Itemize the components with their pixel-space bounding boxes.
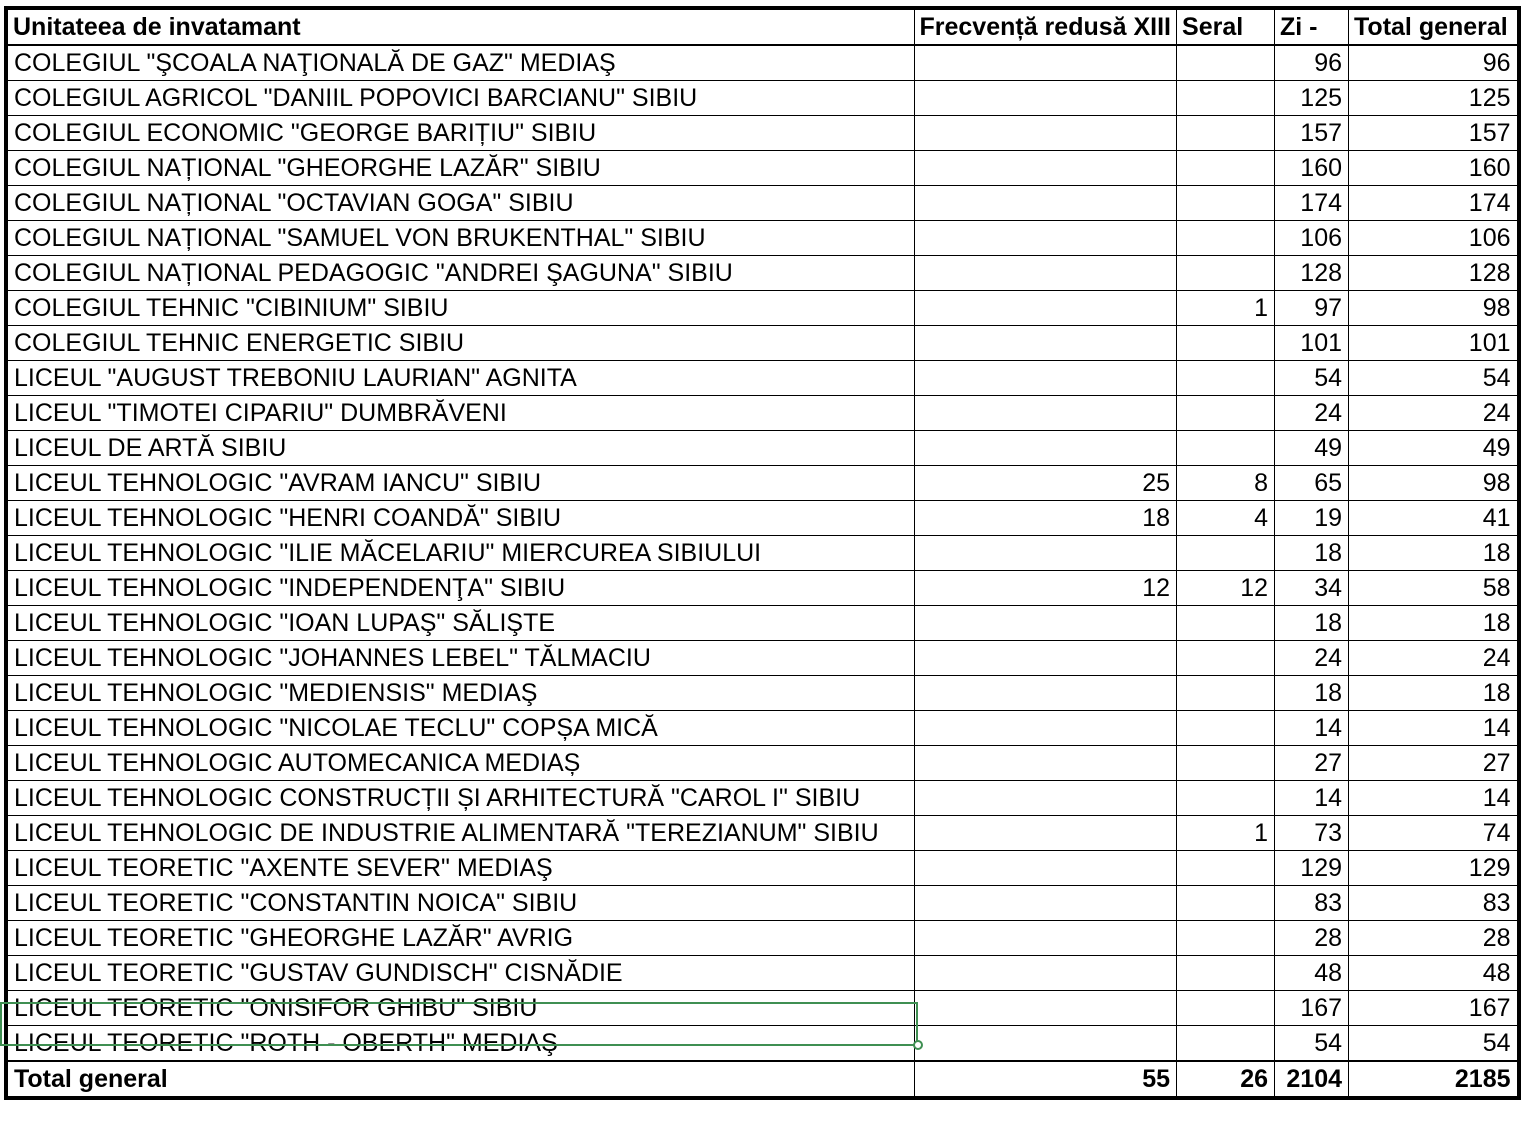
table-row [6,956,1519,991]
cell-frecventa-redusa[interactable] [914,641,1177,676]
cell-seral[interactable] [1177,326,1275,361]
cell-frecventa-redusa[interactable] [914,45,1177,81]
table-row [6,676,1519,711]
table-body [6,45,1519,1061]
cell-total-general[interactable]: 24 [1349,641,1519,676]
cell-frecventa-redusa[interactable]: 25 [914,466,1177,501]
cell-unit[interactable]: COLEGIUL NAȚIONAL PEDAGOGIC "ANDREI ŞAGUNA" SIBIU [6,256,914,291]
cell-zi[interactable]: 96 [1275,45,1349,81]
cell-seral[interactable] [1177,991,1275,1026]
cell-total-general[interactable]: 18 [1349,536,1519,571]
cell-total-general[interactable]: 58 [1349,571,1519,606]
cell-total-general[interactable]: 128 [1349,256,1519,291]
table-row [6,81,1519,116]
table-row [6,781,1519,816]
cell-zi[interactable]: 28 [1275,921,1349,956]
table-row [6,291,1519,326]
cell-zi[interactable]: 101 [1275,326,1349,361]
table-row [6,746,1519,781]
cell-seral[interactable]: 1 [1177,291,1275,326]
cell-total-general[interactable]: 54 [1349,1026,1519,1062]
cell-zi[interactable]: 18 [1275,676,1349,711]
cell-zi[interactable]: 65 [1275,466,1349,501]
cell-seral[interactable] [1177,1026,1275,1062]
cell-unit[interactable]: LICEUL TEHNOLOGIC "AVRAM IANCU" SIBIU [6,466,914,501]
cell-zi[interactable]: 83 [1275,886,1349,921]
cell-seral[interactable]: 12 [1177,571,1275,606]
cell-frecventa-redusa[interactable] [914,606,1177,641]
cell-zi[interactable]: 167 [1275,991,1349,1026]
cell-seral[interactable] [1177,886,1275,921]
table-row [6,326,1519,361]
cell-frecventa-redusa[interactable] [914,921,1177,956]
cell-zi[interactable]: 97 [1275,291,1349,326]
cell-seral[interactable]: 1 [1177,816,1275,851]
table-row [6,536,1519,571]
table-row [6,991,1519,1026]
cell-zi[interactable]: 18 [1275,536,1349,571]
header-frecventa-redusa[interactable]: Frecvență redusă XIII [914,8,1177,45]
table-row [6,711,1519,746]
table-row [6,641,1519,676]
cell-zi[interactable]: 34 [1275,571,1349,606]
cell-total-general[interactable]: 125 [1349,81,1519,116]
cell-unit[interactable]: LICEUL TEORETIC "CONSTANTIN NOICA" SIBIU [6,886,914,921]
grand-total-zi[interactable]: 2104 [1275,1061,1349,1098]
cell-unit[interactable]: LICEUL TEHNOLOGIC "INDEPENDENŢA" SIBIU [6,571,914,606]
cell-unit[interactable]: LICEUL TEHNOLOGIC "MEDIENSIS" MEDIAŞ [6,676,914,711]
table-row [6,396,1519,431]
cell-zi[interactable]: 106 [1275,221,1349,256]
cell-total-general[interactable]: 18 [1349,606,1519,641]
cell-seral[interactable] [1177,676,1275,711]
cell-frecventa-redusa[interactable] [914,326,1177,361]
fill-handle[interactable] [913,1040,923,1050]
table-row [6,466,1519,501]
table-row [6,186,1519,221]
cell-frecventa-redusa[interactable] [914,1026,1177,1062]
cell-seral[interactable] [1177,116,1275,151]
cell-unit[interactable]: LICEUL TEHNOLOGIC "NICOLAE TECLU" COPȘA MICĂ [6,711,914,746]
cell-seral[interactable] [1177,81,1275,116]
cell-seral[interactable] [1177,781,1275,816]
cell-zi[interactable]: 160 [1275,151,1349,186]
cell-unit[interactable]: COLEGIUL ECONOMIC "GEORGE BARIȚIU" SIBIU [6,116,914,151]
cell-unit[interactable]: LICEUL TEHNOLOGIC "JOHANNES LEBEL" TĂLMACIU [6,641,914,676]
cell-seral[interactable] [1177,606,1275,641]
cell-unit[interactable]: LICEUL TEHNOLOGIC "HENRI COANDĂ" SIBIU [6,501,914,536]
table-row [6,501,1519,536]
cell-zi[interactable]: 73 [1275,816,1349,851]
table-row [6,431,1519,466]
header-row [6,8,1519,45]
table-row [6,921,1519,956]
cell-unit[interactable]: LICEUL TEORETIC "ROTH - OBERTH" MEDIAŞ [6,1026,914,1062]
cell-seral[interactable] [1177,45,1275,81]
grand-total-frecventa[interactable]: 55 [914,1061,1177,1098]
cell-zi[interactable]: 174 [1275,186,1349,221]
cell-total-general[interactable]: 14 [1349,711,1519,746]
cell-zi[interactable]: 18 [1275,606,1349,641]
grand-total-label[interactable]: Total general [6,1061,914,1098]
cell-seral[interactable] [1177,186,1275,221]
cell-unit[interactable]: LICEUL TEHNOLOGIC CONSTRUCȚII ȘI ARHITECTURĂ "CAROL I" SIBIU [6,781,914,816]
cell-total-general[interactable]: 18 [1349,676,1519,711]
cell-seral[interactable] [1177,396,1275,431]
grand-total-total[interactable]: 2185 [1349,1061,1519,1098]
cell-frecventa-redusa[interactable] [914,361,1177,396]
cell-zi[interactable]: 27 [1275,746,1349,781]
cell-total-general[interactable]: 96 [1349,45,1519,81]
cell-frecventa-redusa[interactable]: 18 [914,501,1177,536]
cell-frecventa-redusa[interactable] [914,711,1177,746]
table-row [6,851,1519,886]
cell-frecventa-redusa[interactable] [914,886,1177,921]
cell-unit[interactable]: LICEUL TEHNOLOGIC AUTOMECANICA MEDIAȘ [6,746,914,781]
table-row [6,886,1519,921]
cell-unit[interactable]: COLEGIUL TEHNIC ENERGETIC SIBIU [6,326,914,361]
table-row [6,116,1519,151]
cell-zi[interactable]: 157 [1275,116,1349,151]
cell-total-general[interactable]: 49 [1349,431,1519,466]
cell-frecventa-redusa[interactable] [914,816,1177,851]
cell-frecventa-redusa[interactable] [914,956,1177,991]
cell-seral[interactable]: 4 [1177,501,1275,536]
cell-total-general[interactable]: 74 [1349,816,1519,851]
cell-unit[interactable]: LICEUL TEHNOLOGIC "IOAN LUPAŞ" SĂLIŞTE [6,606,914,641]
cell-zi[interactable]: 54 [1275,361,1349,396]
cell-unit[interactable]: LICEUL "TIMOTEI CIPARIU" DUMBRĂVENI [6,396,914,431]
cell-total-general[interactable]: 54 [1349,361,1519,396]
cell-unit[interactable]: COLEGIUL NAȚIONAL "OCTAVIAN GOGA" SIBIU [6,186,914,221]
cell-frecventa-redusa[interactable] [914,151,1177,186]
table-row [6,256,1519,291]
cell-seral[interactable] [1177,921,1275,956]
cell-frecventa-redusa[interactable] [914,781,1177,816]
cell-frecventa-redusa[interactable] [914,116,1177,151]
cell-unit[interactable]: LICEUL TEORETIC "GUSTAV GUNDISCH" CISNĂDIE [6,956,914,991]
cell-total-general[interactable]: 174 [1349,186,1519,221]
cell-seral[interactable] [1177,256,1275,291]
cell-zi[interactable]: 24 [1275,396,1349,431]
cell-unit[interactable]: LICEUL "AUGUST TREBONIU LAURIAN" AGNITA [6,361,914,396]
cell-seral[interactable] [1177,956,1275,991]
cell-total-general[interactable]: 14 [1349,781,1519,816]
cell-total-general[interactable]: 28 [1349,921,1519,956]
table-row [6,45,1519,81]
cell-zi[interactable]: 128 [1275,256,1349,291]
cell-unit[interactable]: COLEGIUL TEHNIC "CIBINIUM" SIBIU [6,291,914,326]
cell-total-general[interactable]: 98 [1349,466,1519,501]
cell-total-general[interactable]: 27 [1349,746,1519,781]
table-row [6,1026,1519,1062]
cell-unit[interactable]: LICEUL TEHNOLOGIC DE INDUSTRIE ALIMENTARĂ "TEREZIANUM" SIBIU [6,816,914,851]
cell-zi[interactable]: 14 [1275,711,1349,746]
cell-frecventa-redusa[interactable] [914,81,1177,116]
cell-frecventa-redusa[interactable] [914,851,1177,886]
grand-total-row [6,1061,1519,1098]
cell-zi[interactable]: 14 [1275,781,1349,816]
cell-unit[interactable]: LICEUL TEORETIC "ONISIFOR GHIBU" SIBIU [6,991,914,1026]
cell-seral[interactable] [1177,221,1275,256]
cell-zi[interactable]: 54 [1275,1026,1349,1062]
cell-frecventa-redusa[interactable] [914,536,1177,571]
cell-unit[interactable]: COLEGIUL NAȚIONAL "SAMUEL VON BRUKENTHAL" SIBIU [6,221,914,256]
cell-seral[interactable] [1177,536,1275,571]
table-row [6,221,1519,256]
cell-unit[interactable]: COLEGIUL "ŞCOALA NAŢIONALĂ DE GAZ" MEDIAŞ [6,45,914,81]
cell-unit[interactable]: LICEUL DE ARTĂ SIBIU [6,431,914,466]
cell-frecventa-redusa[interactable] [914,256,1177,291]
cell-total-general[interactable]: 98 [1349,291,1519,326]
cell-frecventa-redusa[interactable] [914,291,1177,326]
cell-total-general[interactable]: 24 [1349,396,1519,431]
table-row [6,571,1519,606]
cell-total-general[interactable]: 167 [1349,991,1519,1026]
cell-zi[interactable]: 49 [1275,431,1349,466]
table-row [6,606,1519,641]
table-row [6,361,1519,396]
table-row [6,151,1519,186]
cell-unit[interactable]: LICEUL TEORETIC "GHEORGHE LAZĂR" AVRIG [6,921,914,956]
cell-zi[interactable]: 24 [1275,641,1349,676]
cell-frecventa-redusa[interactable] [914,746,1177,781]
cell-zi[interactable]: 129 [1275,851,1349,886]
cell-frecventa-redusa[interactable] [914,991,1177,1026]
cell-seral[interactable] [1177,431,1275,466]
cell-frecventa-redusa[interactable] [914,396,1177,431]
pivot-table [4,6,1521,1100]
cell-seral[interactable] [1177,746,1275,781]
table-row [6,816,1519,851]
cell-seral[interactable]: 8 [1177,466,1275,501]
cell-unit[interactable]: COLEGIUL NAȚIONAL "GHEORGHE LAZĂR" SIBIU [6,151,914,186]
cell-total-general[interactable]: 157 [1349,116,1519,151]
cell-frecventa-redusa[interactable] [914,186,1177,221]
cell-total-general[interactable]: 41 [1349,501,1519,536]
header-zi[interactable]: Zi - [1275,8,1349,45]
header-seral[interactable]: Seral [1177,8,1275,45]
cell-total-general[interactable]: 101 [1349,326,1519,361]
cell-total-general[interactable]: 83 [1349,886,1519,921]
grand-total-seral[interactable]: 26 [1177,1061,1275,1098]
cell-seral[interactable] [1177,361,1275,396]
cell-seral[interactable] [1177,641,1275,676]
cell-unit[interactable]: LICEUL TEORETIC "AXENTE SEVER" MEDIAŞ [6,851,914,886]
cell-frecventa-redusa[interactable] [914,431,1177,466]
cell-unit[interactable]: LICEUL TEHNOLOGIC "ILIE MĂCELARIU" MIERCUREA SIBIULUI [6,536,914,571]
cell-total-general[interactable]: 48 [1349,956,1519,991]
cell-zi[interactable]: 48 [1275,956,1349,991]
cell-seral[interactable] [1177,151,1275,186]
cell-unit[interactable]: COLEGIUL AGRICOL "DANIIL POPOVICI BARCIANU" SIBIU [6,81,914,116]
cell-total-general[interactable]: 129 [1349,851,1519,886]
cell-frecventa-redusa[interactable] [914,676,1177,711]
cell-zi[interactable]: 125 [1275,81,1349,116]
header-total-general[interactable]: Total general [1349,8,1519,45]
cell-total-general[interactable]: 106 [1349,221,1519,256]
header-unit[interactable]: Unitateea de invatamant [6,8,914,45]
cell-seral[interactable] [1177,851,1275,886]
cell-frecventa-redusa[interactable] [914,221,1177,256]
cell-zi[interactable]: 19 [1275,501,1349,536]
cell-total-general[interactable]: 160 [1349,151,1519,186]
cell-seral[interactable] [1177,711,1275,746]
cell-frecventa-redusa[interactable]: 12 [914,571,1177,606]
